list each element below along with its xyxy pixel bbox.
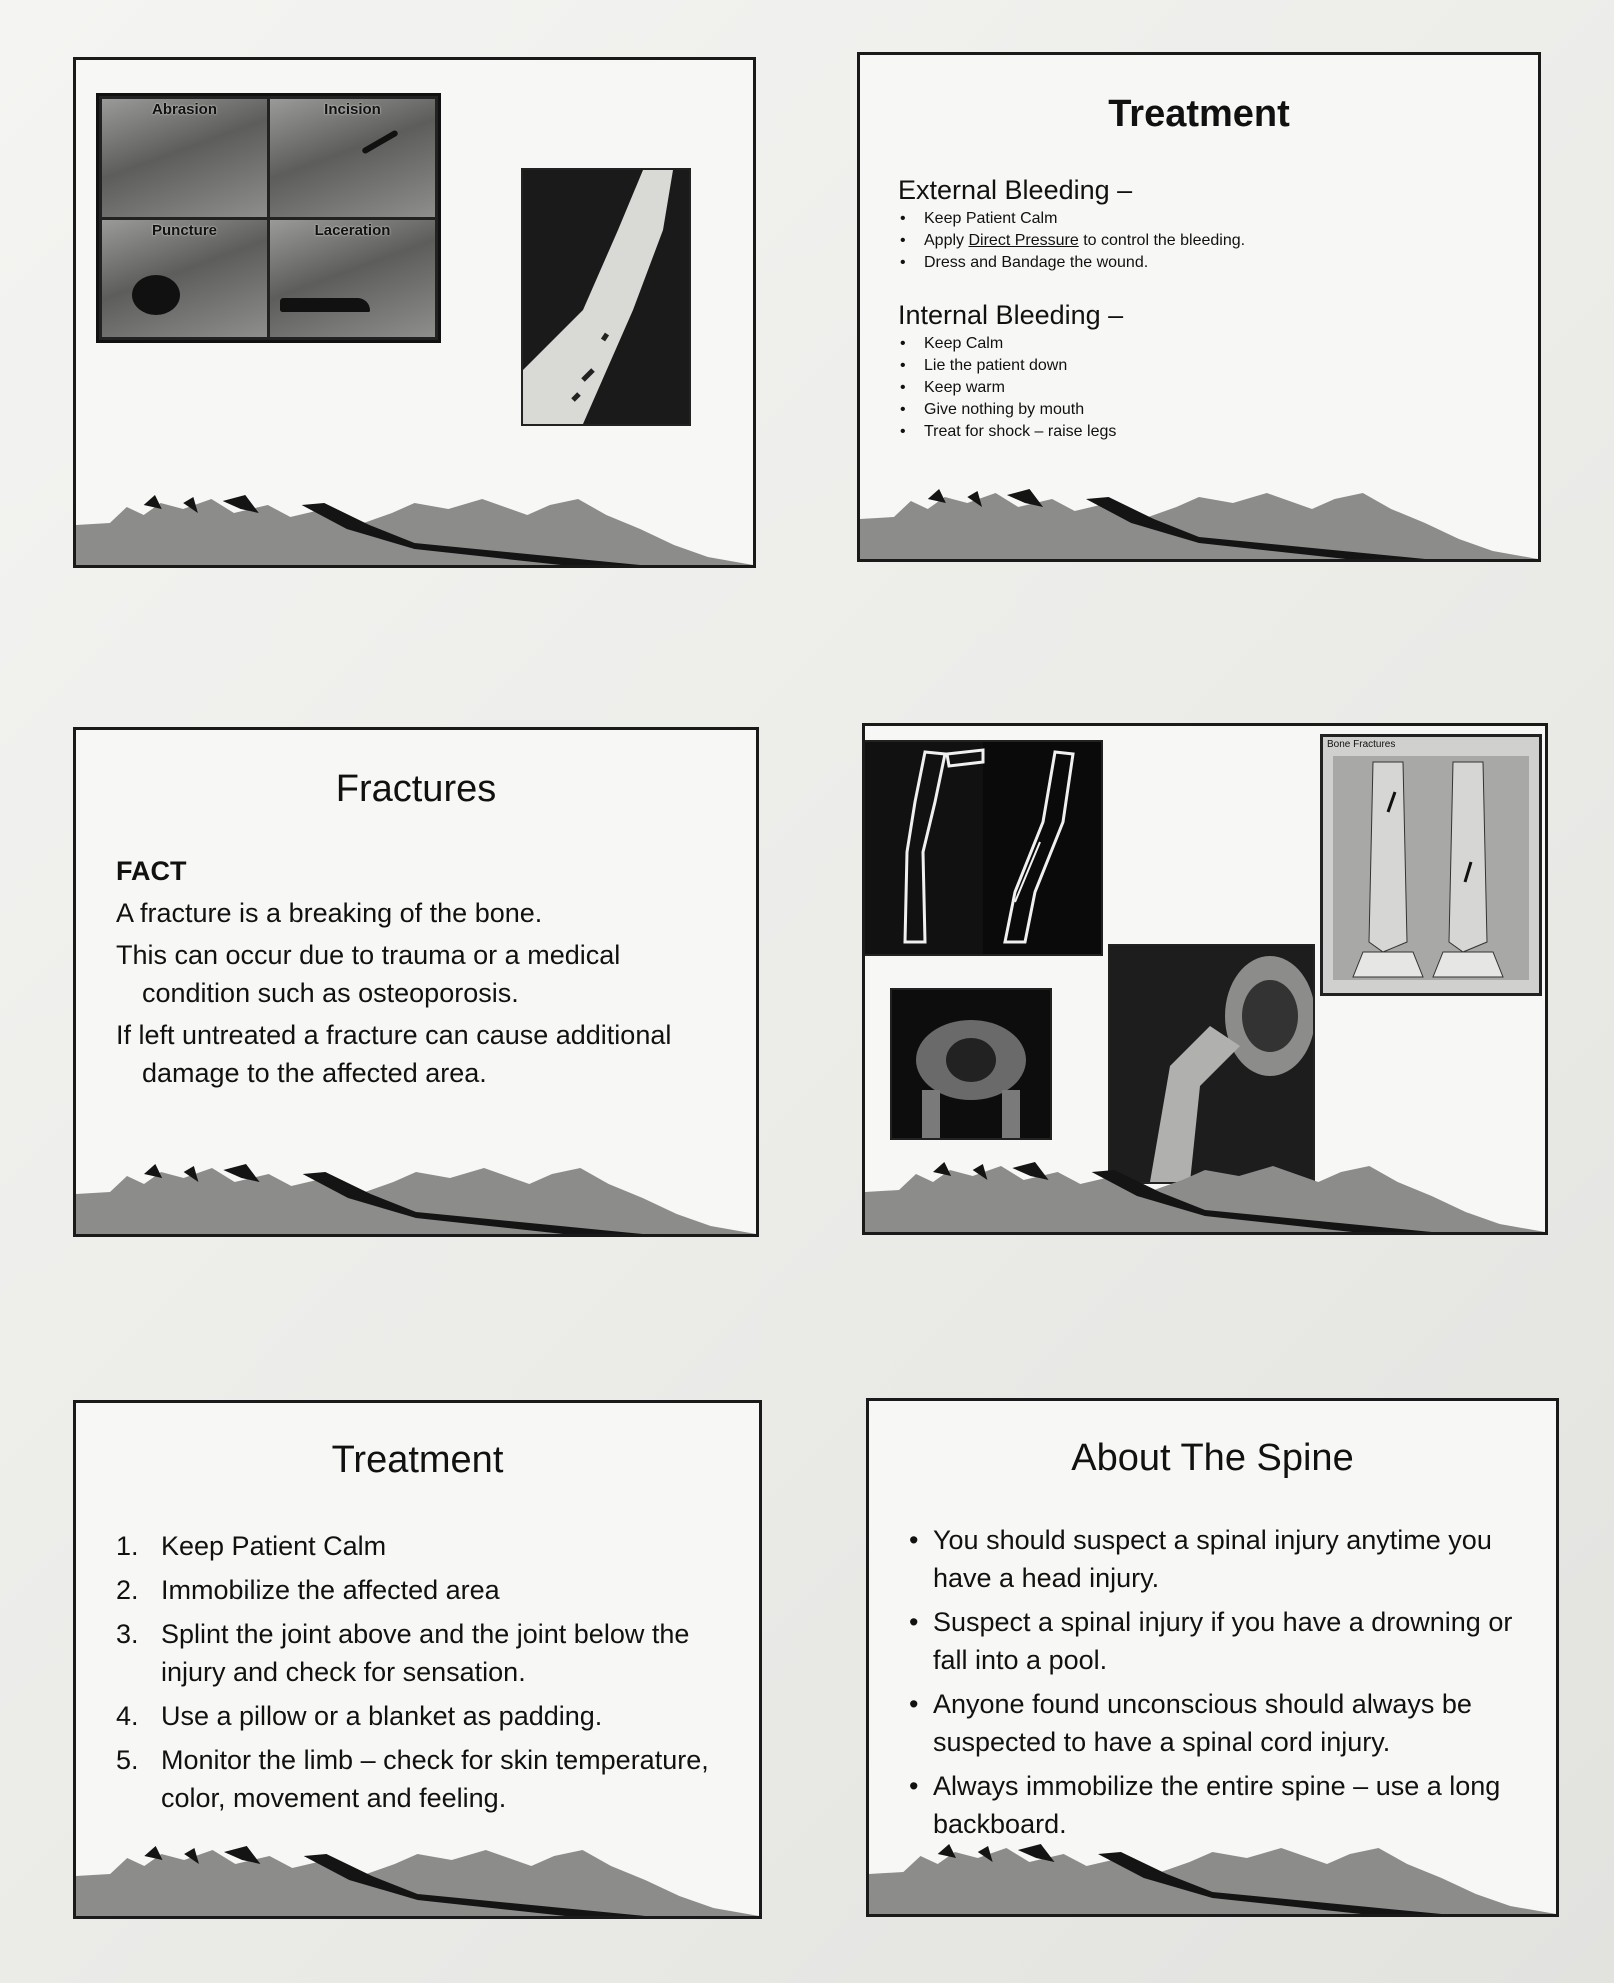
slide-title: Treatment [331,1439,504,1481]
internal-bleeding-heading: Internal Bleeding – [898,300,1124,330]
wound-types-photo-grid [96,93,441,343]
mountain-footer-graphic [869,1844,1556,1914]
external-bleeding-heading: External Bleeding – [898,175,1133,205]
pelvis-xray-photo [890,988,1052,1140]
bleeding-content [898,175,1508,443]
mountain-footer-graphic [860,489,1538,559]
puncture-mark [132,275,180,315]
list-item [116,1571,719,1609]
list-item [116,1741,719,1817]
step-number: 1. [116,1531,139,1561]
apply-prefix: Apply [924,232,965,249]
injured-arm-photo [521,168,691,426]
mountain-footer-graphic [76,495,753,565]
mountain-footer-graphic [865,1162,1545,1232]
fact-paragraph: If left untreated a fracture can cause additional damage to the affected area. [116,1020,672,1088]
mountain-footer-graphic [76,1164,756,1234]
fact-paragraph: A fracture is a breaking of the bone. [116,898,543,928]
slide-title: About The Spine [1071,1437,1354,1479]
list-item: • Anyone found unconscious should always be suspected to have a spinal cord injury. [905,1685,1526,1761]
fact-label: FACT [116,856,187,886]
slide-about-spine [866,1398,1559,1917]
incision-label: Incision [324,101,381,118]
spine-bullets-list [905,1521,1526,1849]
list-item: • Give nothing by mouth [898,399,1508,421]
treatment-steps-list [116,1527,719,1823]
laceration-label: Laceration [314,221,391,239]
puncture-photo [102,220,267,338]
step-text: Use a pillow or a blanket as padding. [161,1701,603,1731]
step-number: 2. [116,1575,139,1605]
list-item: • Keep Calm [898,333,1508,355]
step-text: Immobilize the affected area [161,1575,500,1605]
list-item: • Keep Patient Calm [898,208,1508,230]
list-item [116,1697,719,1735]
direct-pressure-text: Direct Pressure [968,232,1079,249]
abrasion-label: Abrasion [151,101,217,118]
apply-suffix: to control the bleeding. [1083,232,1246,249]
slide-title: Treatment [1108,93,1290,135]
slide-bleeding-treatment [857,52,1541,562]
list-item: • You should suspect a spinal injury anytime you have a head injury. [905,1521,1526,1597]
slide-fractures [73,727,759,1237]
step-text: Splint the joint above and the joint below the injury and check for sensation. [161,1619,690,1687]
mountain-footer-graphic [76,1846,759,1916]
list-item: • Suspect a spinal injury if you have a drowning or fall into a pool. [905,1603,1526,1679]
list-item [116,1527,719,1565]
fractures-content [116,852,716,1092]
step-number: 5. [116,1745,139,1775]
arm-bone-xray-illustration [863,740,1103,956]
slide-wound-types [73,57,756,568]
list-item: • Keep warm [898,377,1508,399]
internal-bleeding-list [898,333,1508,443]
laceration-photo [270,220,435,338]
bone-fractures-caption: Bone Fractures [1327,739,1396,750]
step-text: Keep Patient Calm [161,1531,387,1561]
laceration-mark [280,298,370,312]
list-item [116,1615,719,1691]
incision-mark [361,129,399,154]
list-item: • Lie the patient down [898,355,1508,377]
list-item: • Always immobilize the entire spine – use a long backboard. [905,1767,1526,1843]
step-number: 3. [116,1619,139,1649]
slide-fracture-treatment [73,1400,762,1919]
slide-title: Fractures [335,768,497,810]
abrasion-photo [102,99,267,217]
puncture-label: Puncture [151,221,217,239]
slide-fracture-images [862,723,1548,1235]
incision-photo [270,99,435,217]
step-number: 4. [116,1701,139,1731]
list-item [898,230,1508,252]
step-text: Monitor the limb – check for skin temperature, color, movement and feeling. [161,1745,709,1813]
bone-fractures-leg-illustration [1320,734,1542,996]
hip-fracture-xray-photo [1108,944,1315,1184]
external-bleeding-list [898,208,1508,274]
list-item: • Treat for shock – raise legs [898,421,1508,443]
list-item: • Dress and Bandage the wound. [898,252,1508,274]
fact-paragraph: This can occur due to trauma or a medical condition such as osteoporosis. [116,940,621,1008]
